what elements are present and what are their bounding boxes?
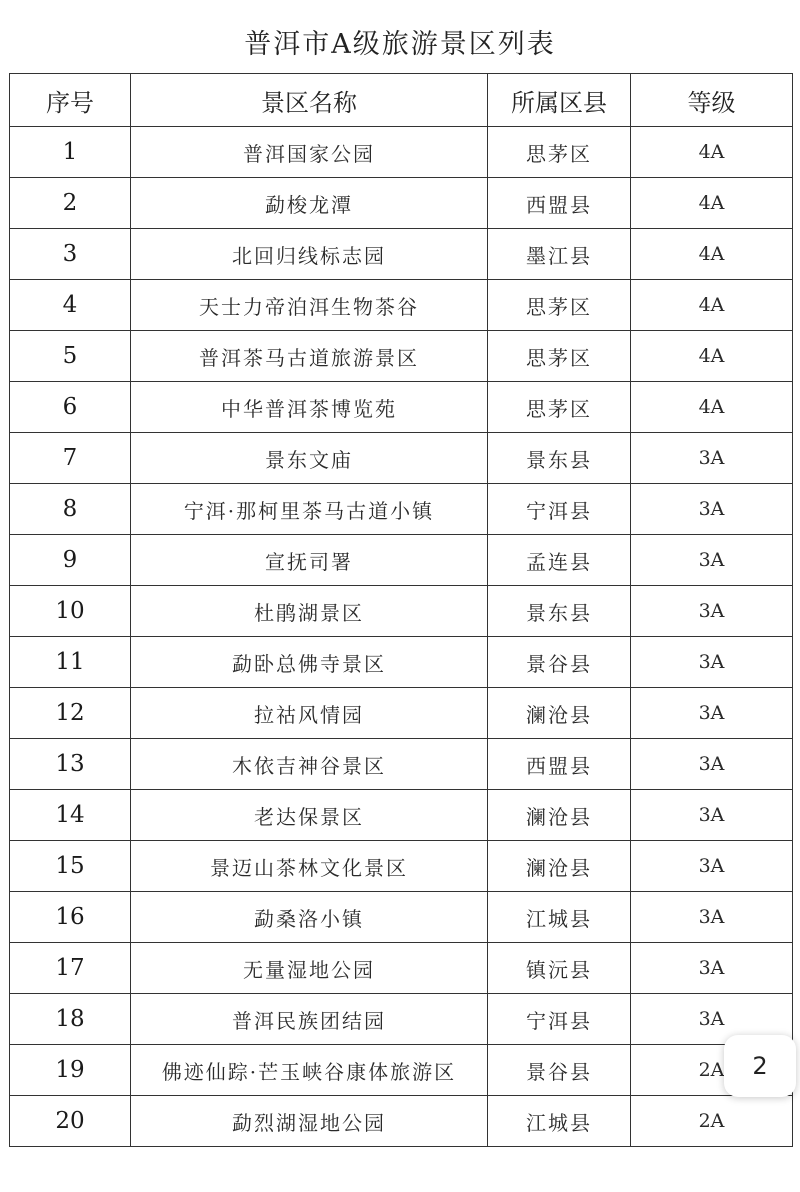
cell-level: 3A — [631, 841, 793, 892]
cell-level: 4A — [631, 331, 793, 382]
table-row — [10, 637, 793, 688]
cell-name: 北回归线标志园 — [131, 229, 488, 280]
cell-no: 17 — [10, 943, 131, 994]
cell-name: 景迈山茶林文化景区 — [131, 841, 488, 892]
cell-no: 10 — [10, 586, 131, 637]
cell-no: 8 — [10, 484, 131, 535]
cell-county: 思茅区 — [488, 382, 631, 433]
cell-no: 20 — [10, 1096, 131, 1147]
cell-name: 勐桑洛小镇 — [131, 892, 488, 943]
table-row — [10, 331, 793, 382]
cell-no: 11 — [10, 637, 131, 688]
cell-name: 宁洱·那柯里茶马古道小镇 — [131, 484, 488, 535]
cell-county: 西盟县 — [488, 178, 631, 229]
cell-county: 景东县 — [488, 433, 631, 484]
cell-county: 澜沧县 — [488, 688, 631, 739]
cell-name: 拉祜风情园 — [131, 688, 488, 739]
table-row — [10, 943, 793, 994]
cell-name: 宣抚司署 — [131, 535, 488, 586]
cell-county: 澜沧县 — [488, 790, 631, 841]
cell-no: 7 — [10, 433, 131, 484]
header-no: 序号 — [10, 74, 131, 127]
cell-name: 勐卧总佛寺景区 — [131, 637, 488, 688]
scenic-area-table — [9, 73, 793, 1147]
cell-no: 15 — [10, 841, 131, 892]
cell-name: 普洱民族团结园 — [131, 994, 488, 1045]
cell-county: 江城县 — [488, 892, 631, 943]
cell-level: 3A — [631, 994, 793, 1045]
cell-level: 3A — [631, 739, 793, 790]
table-row — [10, 433, 793, 484]
cell-county: 江城县 — [488, 1096, 631, 1147]
cell-name: 勐烈湖湿地公园 — [131, 1096, 488, 1147]
table-row — [10, 229, 793, 280]
cell-level: 3A — [631, 586, 793, 637]
cell-name: 景东文庙 — [131, 433, 488, 484]
cell-level: 2A — [631, 1096, 793, 1147]
cell-no: 5 — [10, 331, 131, 382]
table-body — [10, 127, 793, 1147]
cell-level: 3A — [631, 535, 793, 586]
cell-county: 景谷县 — [488, 637, 631, 688]
cell-county: 墨江县 — [488, 229, 631, 280]
cell-county: 镇沅县 — [488, 943, 631, 994]
cell-name: 勐梭龙潭 — [131, 178, 488, 229]
cell-name: 普洱茶马古道旅游景区 — [131, 331, 488, 382]
cell-county: 思茅区 — [488, 331, 631, 382]
cell-level: 3A — [631, 688, 793, 739]
table-header-row — [10, 74, 793, 127]
cell-name: 天士力帝泊洱生物茶谷 — [131, 280, 488, 331]
cell-no: 13 — [10, 739, 131, 790]
table-row — [10, 892, 793, 943]
table-row — [10, 739, 793, 790]
header-name: 景区名称 — [131, 74, 488, 127]
cell-county: 宁洱县 — [488, 994, 631, 1045]
cell-level: 4A — [631, 127, 793, 178]
cell-name: 杜鹃湖景区 — [131, 586, 488, 637]
cell-level: 4A — [631, 280, 793, 331]
table-row — [10, 484, 793, 535]
cell-level: 3A — [631, 484, 793, 535]
cell-county: 孟连县 — [488, 535, 631, 586]
cell-no: 12 — [10, 688, 131, 739]
header-county: 所属区县 — [488, 74, 631, 127]
cell-name: 无量湿地公园 — [131, 943, 488, 994]
page-number-badge[interactable]: 2 — [724, 1035, 796, 1097]
cell-no: 1 — [10, 127, 131, 178]
table-row — [10, 178, 793, 229]
cell-name: 木依吉神谷景区 — [131, 739, 488, 790]
cell-county: 西盟县 — [488, 739, 631, 790]
cell-no: 19 — [10, 1045, 131, 1096]
table-row — [10, 586, 793, 637]
cell-level: 3A — [631, 637, 793, 688]
cell-name: 中华普洱茶博览苑 — [131, 382, 488, 433]
table-row — [10, 688, 793, 739]
cell-no: 16 — [10, 892, 131, 943]
cell-no: 14 — [10, 790, 131, 841]
cell-county: 景谷县 — [488, 1045, 631, 1096]
cell-no: 6 — [10, 382, 131, 433]
cell-no: 9 — [10, 535, 131, 586]
cell-county: 宁洱县 — [488, 484, 631, 535]
cell-level: 3A — [631, 433, 793, 484]
table-row — [10, 1096, 793, 1147]
cell-level: 4A — [631, 178, 793, 229]
table-row — [10, 535, 793, 586]
cell-county: 澜沧县 — [488, 841, 631, 892]
table-row — [10, 127, 793, 178]
cell-level: 4A — [631, 382, 793, 433]
cell-county: 思茅区 — [488, 280, 631, 331]
cell-name: 普洱国家公园 — [131, 127, 488, 178]
cell-no: 3 — [10, 229, 131, 280]
cell-level: 2A — [631, 1045, 793, 1096]
cell-level: 3A — [631, 790, 793, 841]
cell-level: 3A — [631, 892, 793, 943]
cell-no: 18 — [10, 994, 131, 1045]
table-row — [10, 841, 793, 892]
cell-county: 思茅区 — [488, 127, 631, 178]
cell-no: 2 — [10, 178, 131, 229]
cell-level: 3A — [631, 943, 793, 994]
document-title: 普洱市A级旅游景区列表 — [244, 29, 556, 60]
table-row — [10, 790, 793, 841]
table-row — [10, 382, 793, 433]
table-row — [10, 280, 793, 331]
cell-level: 4A — [631, 229, 793, 280]
table-row — [10, 1045, 793, 1096]
cell-no: 4 — [10, 280, 131, 331]
cell-county: 景东县 — [488, 586, 631, 637]
cell-name: 老达保景区 — [131, 790, 488, 841]
cell-name: 佛迹仙踪·芒玉峡谷康体旅游区 — [131, 1045, 488, 1096]
header-level: 等级 — [631, 74, 793, 127]
table-row — [10, 994, 793, 1045]
